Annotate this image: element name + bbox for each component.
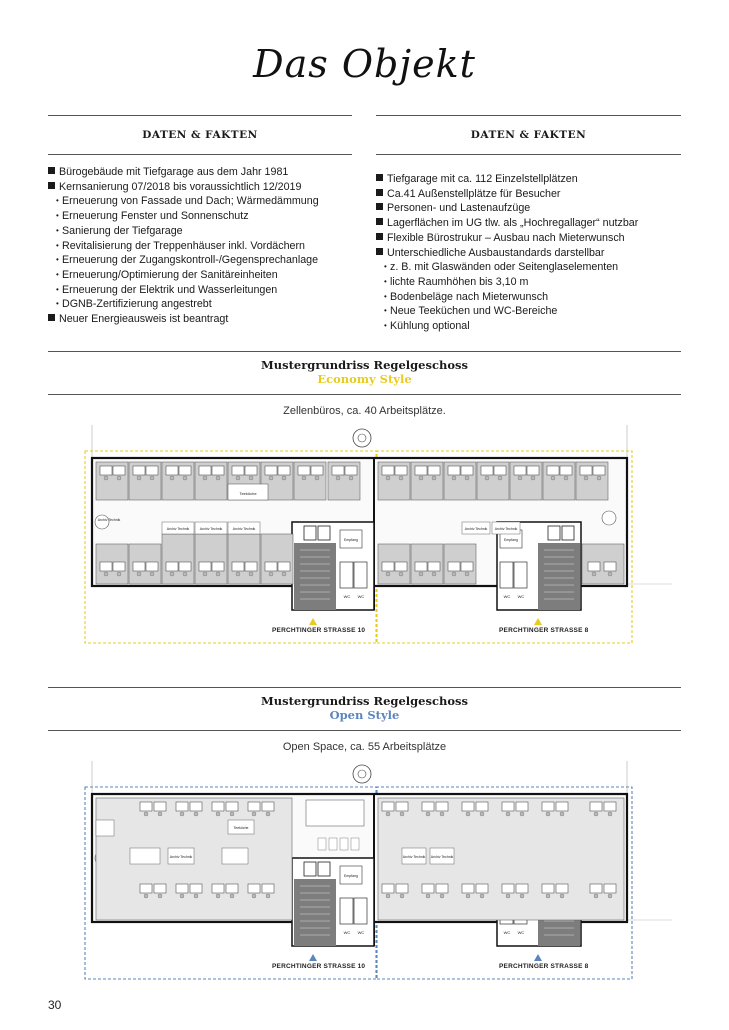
- floorplan-economy: [82, 422, 672, 647]
- elevator: [318, 862, 330, 876]
- open-plan-heading: [0, 694, 729, 722]
- desk: [448, 562, 460, 571]
- wc-label: WC: [357, 594, 365, 599]
- fact-subitem: • Kühlung optional: [376, 319, 638, 334]
- chair: [315, 476, 319, 480]
- archive-room: [96, 820, 114, 836]
- sofa: [318, 838, 326, 850]
- chair: [216, 572, 220, 576]
- tea-kitchen-label: Teeküche: [233, 826, 249, 830]
- desk: [262, 884, 274, 893]
- desk: [166, 466, 178, 475]
- chair: [520, 894, 524, 898]
- lounge-area: [222, 848, 248, 864]
- chair: [485, 476, 489, 480]
- office-cell: [195, 534, 227, 584]
- stairwell-right: [538, 543, 580, 610]
- desk: [176, 884, 188, 893]
- fact-subitem: • Bodenbeläge nach Mieterwunsch: [376, 290, 638, 305]
- chair: [608, 812, 612, 816]
- chair: [498, 476, 502, 480]
- fact-item: Flexible Bürostrukur – Ausbau nach Mieterwunsch: [376, 231, 638, 246]
- archive-label: Archiv Technik: [464, 527, 488, 531]
- street-label-left: PERCHTINGER STRASSE 10: [272, 963, 366, 970]
- fact-item: Kernsanierung 07/2018 bis voraussichtlich 12/2019: [48, 180, 319, 195]
- fact-item: Tiefgarage mit ca. 112 Einzelstellplätzen: [376, 172, 638, 187]
- desk: [476, 884, 488, 893]
- chair: [137, 572, 141, 576]
- entrance-marker: [309, 954, 317, 961]
- fact-item: Lagerflächen im UG tlw. als „Hochregallager“ nutzbar: [376, 216, 638, 231]
- desk: [461, 562, 473, 571]
- entrance-marker: [534, 954, 542, 961]
- chair: [465, 476, 469, 480]
- stairwell-left: [294, 543, 336, 610]
- fact-item: Unterschiedliche Ausbaustandards darstellbar: [376, 246, 638, 261]
- economy-plan-heading: [0, 358, 729, 386]
- desk: [415, 562, 427, 571]
- chair: [150, 572, 154, 576]
- office-cell: [162, 534, 194, 584]
- street-label-right: PERCHTINGER STRASSE 8: [499, 963, 589, 970]
- chair: [386, 476, 390, 480]
- archive-label: Archiv Technik: [166, 527, 190, 531]
- fact-subitem: • Erneuerung der Zugangskontroll-/Gegensprechanlage: [48, 253, 319, 268]
- desk: [140, 884, 152, 893]
- desk: [502, 802, 514, 811]
- chair: [597, 476, 601, 480]
- desk: [245, 466, 257, 475]
- desk: [422, 884, 434, 893]
- wc-cubicle: [354, 898, 367, 924]
- fact-subitem: • z. B. mit Glaswänden oder Seitenglaselementen: [376, 260, 638, 275]
- sofa: [351, 838, 359, 850]
- chair: [194, 812, 198, 816]
- chair: [216, 476, 220, 480]
- desk: [396, 802, 408, 811]
- wc-cubicle: [340, 562, 353, 588]
- elevator: [548, 526, 560, 540]
- desk: [332, 466, 344, 475]
- desk: [542, 802, 554, 811]
- chair: [150, 476, 154, 480]
- elevator: [318, 526, 330, 540]
- desk: [199, 466, 211, 475]
- wc-cubicle: [354, 562, 367, 588]
- wc-cubicle: [514, 562, 527, 588]
- section-divider: [48, 351, 681, 352]
- chair: [546, 894, 550, 898]
- chair: [466, 894, 470, 898]
- desk: [590, 802, 602, 811]
- desk: [580, 466, 592, 475]
- spiral-stair-core: [358, 434, 366, 442]
- archive-label: Archiv Technik: [494, 527, 518, 531]
- street-label-left: PERCHTINGER STRASSE 10: [272, 627, 366, 634]
- desk: [461, 466, 473, 475]
- chair: [520, 812, 524, 816]
- chair: [252, 894, 256, 898]
- desk: [212, 562, 224, 571]
- fact-item: Bürogebäude mit Tiefgarage aus dem Jahr 1981: [48, 165, 319, 180]
- chair: [506, 812, 510, 816]
- chair: [531, 476, 535, 480]
- chair: [506, 894, 510, 898]
- chair: [560, 894, 564, 898]
- open-plan-subtitle: Open Space, ca. 55 Arbeitsplätze: [282, 741, 447, 753]
- chair: [584, 476, 588, 480]
- economy-plan-title: Mustergrundriss Regelgeschoss: [261, 358, 468, 372]
- economy-plan-subtitle: Zellenbüros, ca. 40 Arbeitsplätze.: [283, 405, 446, 417]
- office-cell: [228, 534, 260, 584]
- chair: [170, 572, 174, 576]
- desk: [166, 562, 178, 571]
- meeting-table: [602, 511, 616, 525]
- section-divider: [48, 394, 681, 395]
- wc-label: WC: [343, 930, 351, 935]
- chair: [230, 894, 234, 898]
- chair: [302, 476, 306, 480]
- archive-label: Archiv Technik: [430, 855, 454, 859]
- desk: [154, 802, 166, 811]
- facts-list-right: [376, 172, 638, 334]
- chair: [249, 476, 253, 480]
- chair: [194, 894, 198, 898]
- desk: [140, 802, 152, 811]
- chair: [180, 894, 184, 898]
- wc-label: WC: [503, 594, 511, 599]
- fact-subitem: • DGNB-Zertifizierung angestrebt: [48, 297, 319, 312]
- wc-label: WC: [343, 594, 351, 599]
- desk: [345, 466, 357, 475]
- fact-subitem: • Revitalisierung der Treppenhäuser inkl. Vordächern: [48, 239, 319, 254]
- chair: [426, 894, 430, 898]
- desk: [476, 802, 488, 811]
- desk: [428, 466, 440, 475]
- desk: [190, 884, 202, 893]
- facts-column-left: [48, 115, 352, 326]
- reception-label: Empfang: [343, 538, 359, 542]
- desk: [590, 884, 602, 893]
- desk: [262, 802, 274, 811]
- sofa: [329, 838, 337, 850]
- desk: [100, 562, 112, 571]
- elevator: [562, 526, 574, 540]
- fact-subitem: • Sanierung der Tiefgarage: [48, 224, 319, 239]
- chair: [170, 476, 174, 480]
- economy-style-label: Economy Style: [317, 372, 412, 386]
- elevator: [304, 526, 316, 540]
- desk: [278, 466, 290, 475]
- desk: [422, 802, 434, 811]
- desk: [604, 562, 616, 571]
- desk: [265, 466, 277, 475]
- chair: [386, 812, 390, 816]
- chair: [564, 476, 568, 480]
- archive-room: [130, 848, 160, 864]
- chair: [230, 812, 234, 816]
- chair: [104, 476, 108, 480]
- chair: [336, 476, 340, 480]
- desk: [146, 466, 158, 475]
- chair: [104, 572, 108, 576]
- conference-table: [306, 800, 364, 826]
- desk: [232, 466, 244, 475]
- desk: [212, 802, 224, 811]
- archive-label: Archiv Technik: [232, 527, 256, 531]
- facts-heading-right: DATEN & FAKTEN: [376, 115, 681, 155]
- section-divider: [48, 687, 681, 688]
- chair: [432, 572, 436, 576]
- desk: [382, 466, 394, 475]
- desk: [212, 884, 224, 893]
- chair: [592, 572, 596, 576]
- desk: [212, 466, 224, 475]
- chair: [480, 812, 484, 816]
- chair: [180, 812, 184, 816]
- desk: [560, 466, 572, 475]
- chair: [117, 572, 121, 576]
- desk: [516, 884, 528, 893]
- chair: [252, 812, 256, 816]
- desk: [514, 466, 526, 475]
- desk: [593, 466, 605, 475]
- chair: [216, 894, 220, 898]
- chair: [137, 476, 141, 480]
- wc-label: WC: [517, 930, 525, 935]
- tea-kitchen-label: Teeküche: [239, 491, 257, 496]
- facts-list-left: [48, 165, 319, 327]
- desk: [604, 802, 616, 811]
- desk: [448, 466, 460, 475]
- chair: [419, 572, 423, 576]
- chair: [266, 812, 270, 816]
- desk: [100, 466, 112, 475]
- desk: [481, 466, 493, 475]
- floorplan-open: [82, 758, 672, 983]
- desk: [395, 562, 407, 571]
- desk: [179, 562, 191, 571]
- desk: [502, 884, 514, 893]
- desk: [232, 562, 244, 571]
- desk: [428, 562, 440, 571]
- desk: [436, 802, 448, 811]
- desk: [133, 562, 145, 571]
- sofa: [340, 838, 348, 850]
- desk: [395, 466, 407, 475]
- page-number: 30: [48, 998, 62, 1012]
- chair: [216, 812, 220, 816]
- fact-subitem: • Erneuerung/Optimierung der Sanitäreinheiten: [48, 268, 319, 283]
- chair: [236, 572, 240, 576]
- reception-label: Empfang: [503, 538, 519, 542]
- fact-item: Ca.41 Außenstellplätze für Besucher: [376, 187, 638, 202]
- desk: [462, 884, 474, 893]
- chair: [551, 476, 555, 480]
- chair: [594, 812, 598, 816]
- entrance-marker: [534, 618, 542, 625]
- desk: [133, 466, 145, 475]
- facts-heading-left: DATEN & FAKTEN: [48, 115, 352, 155]
- desk: [382, 884, 394, 893]
- chair: [518, 476, 522, 480]
- wc-label: WC: [503, 930, 511, 935]
- chair: [144, 894, 148, 898]
- chair: [546, 812, 550, 816]
- chair: [466, 812, 470, 816]
- reception-label: Empfang: [343, 874, 359, 878]
- chair: [608, 572, 612, 576]
- desk: [278, 562, 290, 571]
- chair: [249, 572, 253, 576]
- desk: [436, 884, 448, 893]
- section-divider: [48, 730, 681, 731]
- wc-cubicle: [500, 562, 513, 588]
- desk: [494, 466, 506, 475]
- desk: [396, 884, 408, 893]
- desk: [199, 562, 211, 571]
- desk: [382, 562, 394, 571]
- entrance-marker: [309, 618, 317, 625]
- chair: [399, 572, 403, 576]
- desk: [190, 802, 202, 811]
- office-cell: [261, 534, 293, 584]
- stairwell-left: [294, 879, 336, 946]
- open-plan-title: Mustergrundriss Regelgeschoss: [261, 694, 468, 708]
- chair: [282, 572, 286, 576]
- chair: [452, 572, 456, 576]
- desk: [462, 802, 474, 811]
- chair: [266, 894, 270, 898]
- chair: [236, 476, 240, 480]
- wc-cubicle: [340, 898, 353, 924]
- fact-subitem: • Erneuerung der Elektrik und Wasserleitungen: [48, 283, 319, 298]
- desk: [542, 884, 554, 893]
- archive-label: Archiv Technik: [199, 527, 223, 531]
- chair: [452, 476, 456, 480]
- fact-subitem: • Erneuerung von Fassade und Dach; Wärmedämmung: [48, 194, 319, 209]
- spiral-stair-core: [358, 770, 366, 778]
- desk: [154, 884, 166, 893]
- fact-subitem: • Erneuerung Fenster und Sonnenschutz: [48, 209, 319, 224]
- chair: [386, 572, 390, 576]
- elevator: [304, 862, 316, 876]
- chair: [432, 476, 436, 480]
- chair: [269, 572, 273, 576]
- chair: [203, 476, 207, 480]
- desk: [226, 884, 238, 893]
- chair: [386, 894, 390, 898]
- desk: [415, 466, 427, 475]
- fact-item: Personen- und Lastenaufzüge: [376, 201, 638, 216]
- desk: [527, 466, 539, 475]
- desk: [311, 466, 323, 475]
- chair: [400, 812, 404, 816]
- fact-subitem: • lichte Raumhöhen bis 3,10 m: [376, 275, 638, 290]
- chair: [560, 812, 564, 816]
- archive-label: Archiv Technik: [169, 855, 193, 859]
- chair: [608, 894, 612, 898]
- desk: [604, 884, 616, 893]
- chair: [594, 894, 598, 898]
- desk: [245, 562, 257, 571]
- desk: [265, 562, 277, 571]
- chair: [349, 476, 353, 480]
- desk: [248, 802, 260, 811]
- chair: [440, 894, 444, 898]
- desk: [226, 802, 238, 811]
- chair: [117, 476, 121, 480]
- chair: [400, 894, 404, 898]
- archive-label: Archiv Technik: [97, 518, 121, 522]
- desk: [113, 562, 125, 571]
- facts-column-right: [376, 115, 681, 333]
- desk: [146, 562, 158, 571]
- archive-label: Archiv Technik: [402, 855, 426, 859]
- desk: [588, 562, 600, 571]
- chair: [419, 476, 423, 480]
- chair: [440, 812, 444, 816]
- street-label-right: PERCHTINGER STRASSE 8: [499, 627, 589, 634]
- desk: [556, 802, 568, 811]
- desk: [113, 466, 125, 475]
- chair: [282, 476, 286, 480]
- chair: [144, 812, 148, 816]
- page-title: Das Objekt: [253, 42, 476, 86]
- chair: [399, 476, 403, 480]
- desk: [382, 802, 394, 811]
- fact-subitem: • Neue Teeküchen und WC-Bereiche: [376, 304, 638, 319]
- chair: [269, 476, 273, 480]
- chair: [183, 476, 187, 480]
- open-style-label: Open Style: [329, 708, 400, 722]
- wc-label: WC: [517, 594, 525, 599]
- wc-label: WC: [357, 930, 365, 935]
- desk: [248, 884, 260, 893]
- chair: [183, 572, 187, 576]
- fact-item: Neuer Energieausweis ist beantragt: [48, 312, 319, 327]
- chair: [203, 572, 207, 576]
- chair: [426, 812, 430, 816]
- desk: [298, 466, 310, 475]
- chair: [480, 894, 484, 898]
- chair: [158, 894, 162, 898]
- desk: [176, 802, 188, 811]
- desk: [179, 466, 191, 475]
- desk: [556, 884, 568, 893]
- desk: [547, 466, 559, 475]
- desk: [516, 802, 528, 811]
- chair: [465, 572, 469, 576]
- chair: [158, 812, 162, 816]
